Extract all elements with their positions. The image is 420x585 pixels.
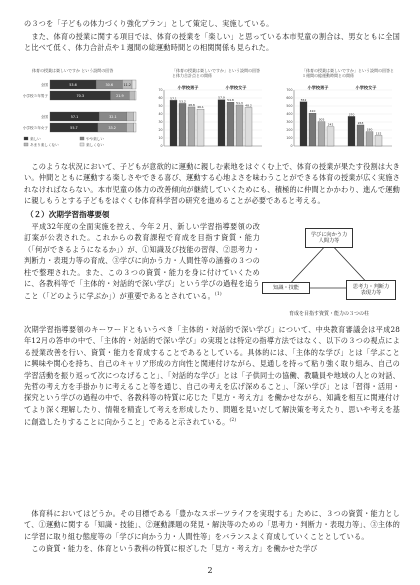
chart2-value-label: 48.2 (245, 103, 252, 108)
chart2-value-label: 48.8 (188, 102, 195, 107)
chart2-tick-label: 20 (158, 128, 163, 133)
chart1-bar-segment (133, 112, 136, 121)
chart1-legend-swatch (80, 137, 84, 140)
chart2-tick-label: 10 (158, 136, 163, 141)
chart2-tick-label: 50 (158, 104, 163, 109)
chart1-bar-segment (134, 91, 136, 100)
chart2-bar (179, 103, 186, 146)
chart3-tick-label: 600 (286, 96, 293, 101)
chart3-tick-label: 300 (286, 120, 293, 125)
chart3-bar (327, 127, 334, 146)
chart1-bar-segment (127, 112, 134, 121)
chart-enjoy-ratio (22, 68, 138, 158)
chart1-value-label: 21.9 (116, 94, 124, 98)
chart-exercise-time (280, 68, 400, 158)
chart2-bar (188, 107, 195, 146)
chart3-title: 「体育の授業は楽しいですか」という設問の回答と１週間の総運動時間との関係 (302, 68, 394, 78)
curriculum-text: 平成32年度の全面実施を控え、今年２月、新しい学習指導要領の改訂案が公表された。これからの教育課程で育成を目指す資質・能力（「何ができるようになるか」）が、①知識及び技能の習得、②思考力・判断力・表現力等の育成、③学びに向かう力・人間性等の涵養の３つの柱で整理された。また、この３つの資質・能力を身に付けていくために、各教科等で「主体的・対話的で深い学び」という学びの過程を追うこと（「どのように学ぶか」）が重要であるとされている。 (24, 222, 260, 301)
chart3-tick-label: 500 (286, 104, 293, 109)
chart1-title: 体育の授業は楽しいですか という設問の回答 (32, 68, 114, 73)
chart1-legend-swatch (24, 143, 28, 146)
chart3-bar (300, 102, 307, 146)
chart3-value-label: 552 (300, 97, 307, 102)
chart3-value-label: 180 (366, 127, 373, 132)
chart3-group-label: 小学校男子 (307, 85, 329, 90)
chart2-tick-label: 0 (160, 144, 163, 149)
intro-line: の３つを「子どもの体力づくり強化プラン」として策定し、実施している。 (24, 19, 274, 28)
diagram-right-box: 思考力・判断力 表現力等 (346, 280, 396, 300)
chart2-tick-label: 70 (158, 88, 163, 93)
chart1-legend-label: 楽しくない (86, 143, 104, 147)
chart1-value-label: 32.1 (109, 115, 117, 119)
chart1-bar-segment (132, 80, 136, 89)
chart1-bar-segment (126, 123, 133, 132)
chart3-group-label: 小学校女子 (355, 85, 377, 90)
chart3-tick-label: 100 (286, 136, 293, 141)
pe-paragraph: 体育科においてはどうか。その目標である「豊かなスポーツライフを実現する」ために、３つの資質・能力として、①運動に関する「知識・技能」、②運動課題の発見・解決等のための「思考力・判断力・表現力等」、③主体的に学習に取り組む態度等の「学びに向かう力・人間性等」をバランスよく育成していくこととしている。 (24, 509, 400, 541)
chart1-bar-segment (134, 123, 136, 132)
diagram-caption: 育成を目指す資質・能力の３つの柱 (288, 311, 369, 317)
analysis-paragraph: このような状況において、子どもが意欲的に運動に親しむ素地をはぐくむ上で、体育の授業が果たす役割は大きい。仲間とともに運動する楽しさやできる喜び、運動する心地よさを味わうことができる体育の授業が広く実施されなければならない。本市児童の体力の改善傾向が継続していくためにも、積極的に仲間とかかわり、進んで運動に親しもうとする子どもをはぐくむ体育科学習の研究を進めることが必要であると考える。 (24, 162, 400, 206)
closing-paragraph: この資質・能力を、体育という教科の特質に根ざした「見方・考え方」を働かせた学び (24, 544, 318, 553)
chart1-value-label: 57.1 (70, 115, 79, 119)
key-learning-text: 次期学習指導要領のキーワードともいうべき「主体的・対話的で深い学び」について、中央教育審議会は平成28年12月の答申の中で、「主体的・対話的で深い学び」の実現とは特定の指導方法ではなく、以下の３つの視点による授業改善を行い、資質・能力を育成することであるとしている。具体的には、「主体的な学び」とは「学ぶことに興味や関心を持ち、自己のキャリア形成の方向性と関連付けながら、見通しを持って粘り強く取り組み、自己の学習活動を振り返って次につなげること」、「対話的な学び」とは「子供同士の協働、教職員や地域の人との対話、先哲の考え方を手掛かりに考えること等を通じ、自己の考えを広げ深めること」、「深い学び」とは「習得・活用・探究という学びの過程の中で、各教科等の特質に応じた『見方・考え方』を働かせながら、知識を相互に関連付けてより深く理解したり、情報を精査して考えを形成したり、問題を見いだして解決策を考えたり、思いや考えを基に創造したりすることに向かうこと」であると示されている。 (24, 325, 400, 427)
chart3-tick-label: 400 (286, 112, 293, 117)
chart1-value-label: 53.6 (69, 83, 77, 87)
chart2-bar (197, 109, 204, 146)
page-number: 2 (207, 566, 213, 575)
chart1-bar-segment (129, 91, 134, 100)
chart2-title: 「体育の授業は楽しいですか」という設問の回答と体力合計点との関係 (172, 68, 260, 78)
chart3-bar (357, 125, 364, 146)
intro-paragraph: また、体育の授業に関する項目では、体育の授業を「楽しい」と思っている本市児童の割合は、男女ともに全国と比べて低く、体力合計点や１週間の総運動時間との相関関係も見られた。 (24, 32, 400, 53)
chart1-row-label: 小学校５年男子 (22, 94, 48, 98)
chart1-value-label: 30.6 (105, 83, 114, 87)
chart1-legend-swatch (80, 143, 84, 146)
chart1-legend-label: あまり楽しくない (30, 143, 59, 147)
chart-fitness-score (150, 68, 266, 158)
curriculum-paragraph (24, 221, 260, 323)
chart1-value-label: 11.2 (123, 83, 132, 87)
chart2-value-label: 51.3 (236, 100, 243, 105)
chart1-value-label: 33.2 (108, 126, 116, 130)
chart2-bar (245, 107, 252, 146)
chart1-legend-label: やや楽しい (86, 137, 104, 141)
competency-diagram (258, 222, 400, 322)
chart3-value-label: 132 (375, 131, 382, 136)
chart2-tick-label: 30 (158, 120, 163, 125)
chart2-value-label: 54.8 (227, 98, 234, 103)
chart3-bar (309, 113, 316, 146)
chart3-bar (366, 132, 373, 146)
chart3-value-label: 305 (318, 117, 325, 122)
chart2-bar (236, 105, 243, 146)
chart2-bar (227, 102, 234, 146)
chart3-value-label: 370 (348, 112, 355, 117)
chart2-value-label: 46.1 (197, 105, 204, 110)
chart2-value-label: 57.9 (218, 95, 225, 100)
chart2-plot (150, 82, 266, 158)
chart3-plot (280, 82, 400, 158)
key-learning-paragraph (24, 324, 400, 509)
chart3-value-label: 263 (357, 120, 364, 125)
footnote-ref-1: (1) (214, 292, 222, 298)
chart2-group-label: 小学校男子 (177, 85, 199, 90)
chart3-bar (375, 135, 382, 146)
chart2-tick-label: 40 (158, 112, 163, 117)
chart3-tick-label: 200 (286, 128, 293, 133)
diagram-left-box: 知識・技能 (262, 282, 310, 294)
chart1-legend-swatch (24, 137, 28, 140)
chart1-plot (22, 74, 138, 160)
chart3-bar (348, 116, 355, 146)
chart1-value-label: 70.3 (76, 94, 85, 98)
chart3-tick-label: 700 (286, 88, 293, 93)
chart1-row-label: 全国 (40, 83, 48, 87)
diagram-top-box: 学びに向かう力 人間力等 (305, 228, 353, 248)
chart1-row-label: 小学校５年女子 (22, 126, 48, 130)
section-heading: （２）次期学習指導要領 (26, 210, 110, 219)
chart2-value-label: 57.1 (170, 96, 177, 101)
chart2-value-label: 53.2 (179, 99, 186, 104)
chart2-group-label: 小学校女子 (225, 85, 247, 90)
chart2-bar (218, 100, 225, 146)
chart1-row-label: 全国 (40, 115, 48, 119)
chart1-value-label: 55.7 (70, 126, 78, 130)
chart2-bar (170, 100, 177, 146)
chart1-legend-label: 楽しい (30, 137, 41, 141)
chart2-tick-label: 60 (158, 96, 163, 101)
chart3-value-label: 242 (327, 122, 334, 127)
chart3-bar (318, 122, 325, 146)
chart3-tick-label: 0 (290, 144, 293, 149)
footnote-ref-2: (2) (229, 418, 237, 424)
chart3-value-label: 410 (309, 109, 316, 114)
